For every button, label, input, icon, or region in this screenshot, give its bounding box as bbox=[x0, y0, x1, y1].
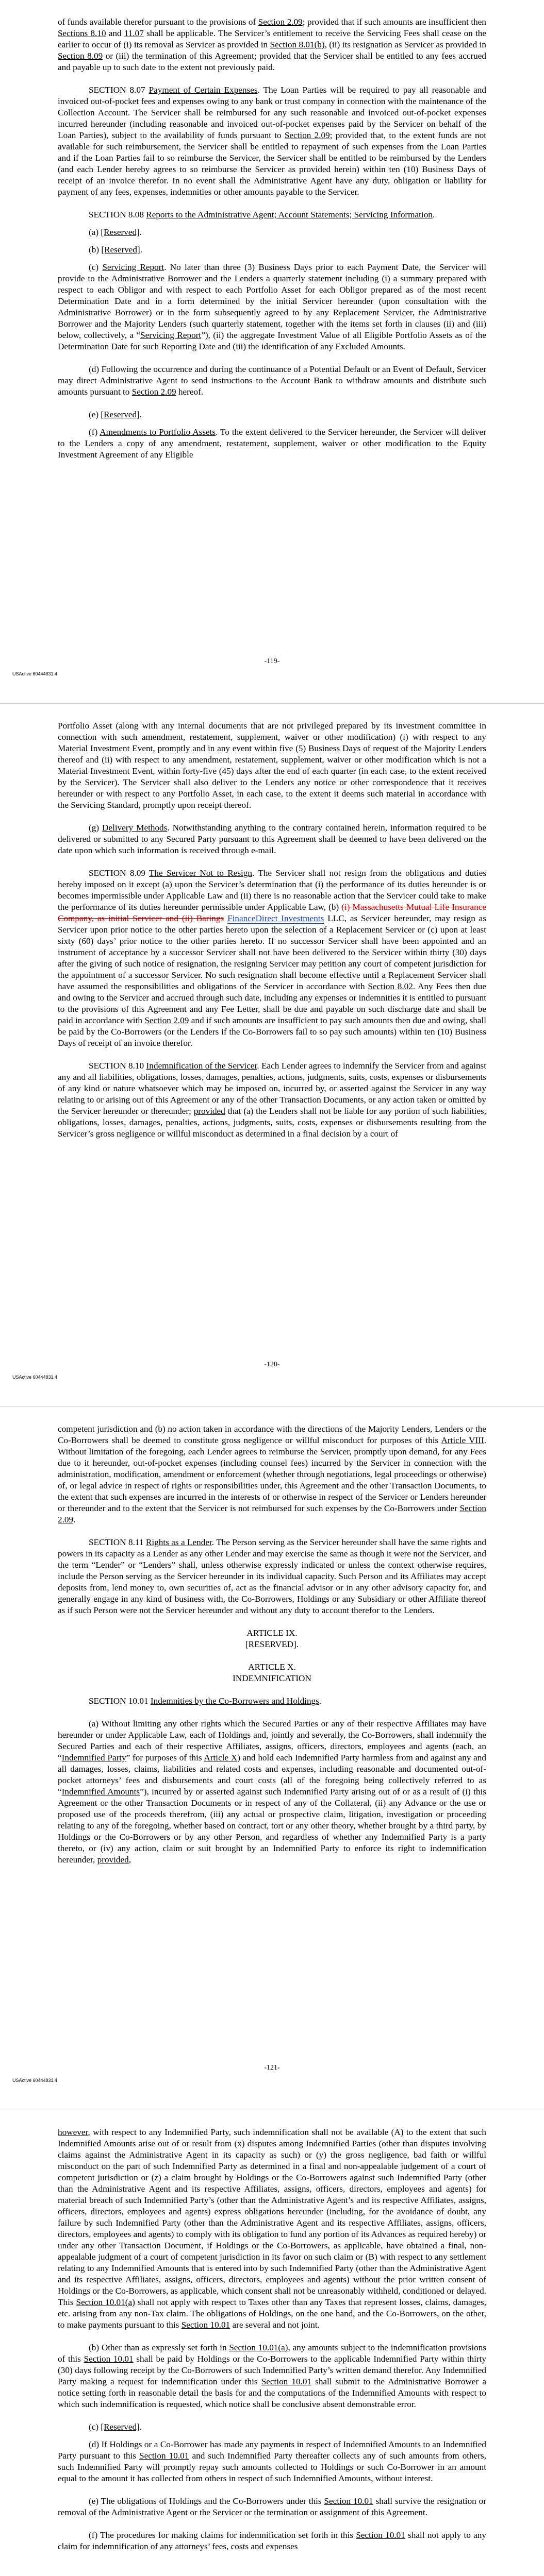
underlined-text: Section 2.09 bbox=[58, 1503, 486, 1524]
underlined-text: Payment of Certain Expenses bbox=[149, 85, 258, 95]
text-run: (c) bbox=[89, 262, 103, 272]
text-run: of funds available therefor pursuant to the provisions of bbox=[58, 17, 258, 27]
document-page bbox=[0, 2110, 544, 2576]
inserted-text: FinanceDirect Investments bbox=[227, 913, 324, 923]
underlined-text: Indemnities by the Co-Borrowers and Holdings bbox=[150, 1696, 319, 1706]
text-run: . The Loan Parties will be required to pay all reasonable and invoiced out-of-pocket fees and expenses owing to any bank or trust company in connection with the maintenance of the Collection Account. The Servicer shall be reimbursed for any such reasonable and invoiced out-of-pocket expenses incurred hereunder (including reasonable and invoiced out-of-pocket expenses paid by the Servicer on behalf of the Loan Parties), subject to the availability of funds pursuant to bbox=[58, 85, 486, 140]
text-run: . bbox=[140, 245, 143, 255]
text-run: and bbox=[106, 28, 124, 38]
paragraph bbox=[58, 822, 486, 856]
paragraph bbox=[58, 868, 486, 1049]
paragraph bbox=[58, 244, 486, 256]
paragraph bbox=[58, 1423, 486, 1526]
text-run: . Any Fees then due and owing to the Servicer and accrued through such date, including any expenses or indemnities it is entitled to pursuant to the provisions of this Agreement and any Fee Letter, shall be due and payable on such discharge date and shall be paid in accordance with bbox=[58, 981, 486, 1025]
text-run: shall be paid by Holdings or the Co-Borrowers to the applicable Indemnified Party within thirty (30) days following receipt by the Co-Borrowers of such Indemnified Party’s written demand therefor. Any Indemnified Party making a request for indemnification under this bbox=[58, 2354, 486, 2386]
underlined-text: Section 10.01 bbox=[324, 2496, 373, 2506]
underlined-text: Reports to the Administrative Agent; Account Statements; Servicing Information bbox=[146, 210, 433, 219]
text-run: , bbox=[128, 1855, 131, 1865]
article-heading bbox=[58, 1639, 486, 1650]
underlined-text: Indemnified Amounts bbox=[61, 1787, 140, 1797]
underlined-text: Section 10.01(a) bbox=[76, 2297, 135, 2307]
underlined-text: 11.07 bbox=[124, 28, 144, 38]
article-heading bbox=[58, 1673, 486, 1684]
underlined-text: Article VIII bbox=[441, 1435, 484, 1445]
text-run: SECTION 8.09 bbox=[89, 868, 149, 878]
page-number: -119- bbox=[264, 657, 280, 665]
text-run: SECTION 8.07 bbox=[89, 85, 149, 95]
text-run: ”), (ii) the aggregate Investment Value of all Eligible Portfolio Assets as of the Determination Date for such Reporting Date and (iii) the identification of any Excluded Amounts. bbox=[58, 330, 487, 351]
text-run: or (iii) the termination of this Agreement; provided that the Servicer shall be entitled to any fees accrued and payable up to such date to the extent not previously paid. bbox=[58, 51, 486, 72]
underlined-text: Rights as a Lender bbox=[145, 1537, 212, 1547]
underlined-text: Section 2.09 bbox=[258, 17, 303, 27]
text-run: ; provided that, to the extent funds are not available for such reimbursement, the Servicer shall be entitled to repayment of such expenses from the Loan Parties and if the Loan Parties fail to so reimburse the Servicer, the Servicer shall be entitled to be reimbursed by the Lenders (and each Lender hereby agrees to so reimburse the Servicer as provided herein) within ten (10) Business Days of receipt of an invoice therefor. In no event shall the Administrative Agent have any duty, obligation or liability for payment of any fees, expenses, indemnities or other amounts payable to the Servicer. bbox=[58, 130, 486, 197]
text-run: (f) bbox=[89, 427, 100, 437]
underlined-text: however bbox=[58, 2127, 88, 2137]
paragraph bbox=[58, 427, 486, 461]
underlined-text: [Reserved] bbox=[101, 245, 140, 255]
paragraph bbox=[58, 262, 486, 352]
underlined-text: Section 10.01(a) bbox=[229, 2343, 288, 2352]
text-run: (g) bbox=[89, 823, 103, 833]
text-run: shall be applicable. The Servicer’s entitlement to receive the Servicing Fees shall cease on the earlier to occur of (i) its removal as Servicer as provided in bbox=[58, 28, 486, 49]
paragraph bbox=[58, 364, 486, 398]
text-run: , (ii) its resignation as Servicer as provided in bbox=[324, 40, 486, 49]
underlined-text: Section 10.01 bbox=[84, 2354, 134, 2364]
underlined-text: Delivery Methods bbox=[102, 823, 168, 833]
text-run: . Without limitation of the foregoing, each Lender agrees to reimburse the Servicer, promptly upon demand, for any Fees due to it hereunder, out-of-pocket expenses (including counsel fees) incurred by the Servicer in connection with the administration, modification, amendment or enforcement (whether through negotiations, legal proceedings or otherwise) of, or legal advice in respect of rights or responsibilities under, this Agreement and the other Transaction Documents, to the extent that such expenses are incurred in the interests of or otherwise in respect of the Servicer or Lenders hereunder or thereunder and to the extent that the Servicer is not reimbursed for such expenses by the Co-Borrowers under bbox=[58, 1435, 486, 1513]
paragraph bbox=[58, 1537, 486, 1616]
paragraph bbox=[58, 1718, 486, 1866]
underlined-text: Servicing Report bbox=[102, 262, 164, 272]
text-run: ) and hold each Indemnified Party harmless from and against any and all damages, losses, claims, liabilities and related costs and expenses, including reasonable and documented out-of-pocket attorneys’ fees and disbursements and court costs (all of the foregoing being collectively referred to as “ bbox=[58, 1753, 486, 1797]
text-run: . No later than three (3) Business Days prior to each Payment Date, the Servicer will provide to the Administrative Borrower and the Lenders a quarterly statement including (i) a summary prepared with respect to each Obligor and with respect to each Portfolio Asset for each Obligor prepared as of the most recent Determination Date and in a form determined by the initial Servicer hereunder (upon consultation with the Administrative Borrower) or in the form subsequently agreed to by any Replacement Servicer, the Administrative Borrower and the Majority Lenders (such quarterly statement, together with the items set forth in clauses (ii) and (iii) below, collectively, a “ bbox=[58, 262, 487, 340]
text-run: SECTION 8.11 bbox=[89, 1537, 146, 1547]
document-id-footer: USActive 60444831.4 bbox=[12, 2078, 58, 2083]
text-run: (d) If Holdings or a Co-Borrower has made any payments in respect of Indemnified Amounts to an Indemnified Party pursuant to this bbox=[58, 2439, 486, 2461]
text-run: . bbox=[73, 1515, 76, 1524]
underlined-text: [Reserved] bbox=[101, 410, 140, 419]
text-run: (c) bbox=[89, 2422, 101, 2432]
text-run: and such Indemnified Party thereafter collects any of such amounts from others, such Indemnified Party will promptly repay such amounts collected to Holdings or such Co-Borrower in an amount equal to the amount it has collected from others in respect of such Indemnified Amounts, without interest. bbox=[58, 2451, 486, 2483]
underlined-text: Section 2.09 bbox=[131, 387, 176, 397]
text-run: (a) bbox=[89, 227, 101, 237]
text-run: shall survive the resignation or removal of the Administrative Agent or the Servicer or the termination or assignment of this Agreement. bbox=[58, 2496, 486, 2517]
paragraph bbox=[58, 1060, 486, 1140]
underlined-text: Indemnified Party bbox=[61, 1753, 126, 1762]
text-run: SECTION 8.08 bbox=[89, 210, 146, 219]
text-run: (e) The obligations of Holdings and the Co-Borrowers under this bbox=[89, 2496, 324, 2506]
underlined-text: Section 8.02 bbox=[368, 981, 413, 991]
article-heading bbox=[58, 1662, 486, 1673]
text-run: ”), incurred by or asserted against such Indemnified Party arising out of or as a result of (i) this Agreement or the other Transaction Documents or in respect of any of the Collateral, (ii) any Advance or the use or proposed use of the proceeds therefrom, (iii) any actual or prospective claim, litigation, investigation or proceeding relating to any of the foregoing, whether based on contract, tort or any other theory, whether brought by a third party, by Holdings or the Co-Borrowers or by any other Person, and regardless of whether any Indemnified Party is a party thereto, or (iv) any action, claim or suit brought by an Indemnified Party to enforce its right to indemnification hereunder, bbox=[58, 1787, 486, 1865]
text-run: , with respect to any Indemnified Party, such indemnification shall not be available (A) to the extent that such Indemnified Amounts arise out of or result from (x) disputes among Indemnified Parties (other than disputes involving claims against the Administrative Agent in its capacity as such) or (y) the gross negligence, bad faith or willful misconduct on the part of such Indemnified Party as determined in a final and non-appealable judgement of a court of competent jurisdiction or (z) a claim brought by Holdings or the Co-Borrowers against such Indemnified Party (other than the Administrative Agent and its respective Affiliates, assigns, officers, directors, employees and agents) for material breach of such Indemnified Party’s (other than the Administrative Agent’s and its respective Affiliates, assigns, officers, directors, employees and agents) express obligations hereunder (including, for the avoidance of doubt, any failure by such Indemnified Party (other than the Administrative Agent and its respective Affiliates, assigns, officers, directors, employees and agents) to comply with its obligation to fund any portion of its Advances as required hereby) or under any other Transaction Document, if Holdings or the Co-Borrowers, as applicable, have obtained a final, non-appealable judgment of a court of competent jurisdiction in its favor on such claim or (B) with respect to any settlement relating to any Indemnified Amounts that is entered into by such Indemnified Party (other than the Administrative Agent and its respective Affiliates, assigns, officers, directors, employees and agents) without the prior written consent of Holdings or the Co-Borrowers, as applicable, which consent shall not be unreasonably withheld, conditioned or delayed. This bbox=[58, 2127, 486, 2307]
page-number: -120- bbox=[264, 1361, 280, 1368]
article-heading bbox=[58, 1628, 486, 1639]
text-run: . bbox=[319, 1696, 322, 1706]
underlined-text: Section 10.01 bbox=[261, 2377, 312, 2386]
underlined-text: Section 2.09 bbox=[284, 130, 330, 140]
underlined-text: Section 8.09 bbox=[58, 51, 103, 61]
text-run: (d) Following the occurrence and during the continuance of a Potential Default or an Event of Default, Servicer may direct Administrative Agent to send instructions to the Account Bank to withdraw amounts and distribute such amounts pursuant to bbox=[58, 364, 486, 397]
text-run: . bbox=[139, 227, 142, 237]
paragraph bbox=[58, 2127, 486, 2331]
text-run: LLC, as Servicer hereunder, may resign as Servicer upon prior notice to the other parties hereto upon the selection of a Replacement Servicer or (c) upon at least sixty (60) days’ prior notice to the other parties hereto. If no successor Servicer shall have been appointed and an instrument of acceptance by a successor Servicer shall not have been delivered to the Servicer within thirty (30) days after the giving of such notice of resignation, the resigning Servicer may petition any court of competent jurisdiction for the appointment of a successor Servicer. No such resignation shall become effective until a Replacement Servicer shall have assumed the responsibilities and obligations of the Servicer in accordance with bbox=[58, 913, 486, 991]
underlined-text: Indemnification of the Servicer bbox=[146, 1061, 257, 1071]
text-run: . bbox=[139, 2422, 142, 2432]
text-run: shall not apply with respect to Taxes other than any Taxes that represent losses, claims, damages, etc. arising from any non-Tax claim. The obligations of Holdings, on the one hand, and the Co-Borrowers, on the other, to make payments pursuant to this bbox=[58, 2297, 486, 2330]
paragraph bbox=[58, 409, 486, 420]
text-run: (f) The procedures for making claims for indemnification set forth in this bbox=[89, 2530, 356, 2540]
underlined-text: provided bbox=[193, 1106, 225, 1116]
text-run: ARTICLE X. bbox=[248, 1662, 296, 1672]
text-run: (a) Without limiting any other rights which the Secured Parties or any of their respective Affiliates may have hereunder or under Applicable Law, each of Holdings and, jointly and severally, the Co-Borrowers, shall indemnify the Secured Parties and each of their respective Affiliates, assigns, officers, directors, employees and agents (each, an “ bbox=[58, 1719, 486, 1762]
text-run: (e) bbox=[89, 410, 101, 419]
paragraph bbox=[58, 2421, 486, 2433]
underlined-text: Amendments to Portfolio Assets bbox=[100, 427, 216, 437]
underlined-text: [Reserved] bbox=[101, 227, 140, 237]
paragraph bbox=[58, 2439, 486, 2484]
underlined-text: Section 8.01(b) bbox=[270, 40, 325, 49]
text-run: INDEMNIFICATION bbox=[233, 1673, 311, 1683]
text-run: SECTION 8.10 bbox=[89, 1061, 146, 1071]
underlined-text: Section 10.01 bbox=[356, 2530, 405, 2540]
text-run: (b) Other than as expressly set forth in bbox=[89, 2343, 229, 2352]
text-run: are several and not joint. bbox=[230, 2320, 320, 2330]
paragraph bbox=[58, 2342, 486, 2410]
text-run: [RESERVED]. bbox=[245, 1639, 299, 1649]
text-run: . bbox=[139, 410, 142, 419]
deleted-text: (i) Massachusetts Mutual Life Insurance Company, as initial Servicer and (ii) Barings bbox=[58, 902, 486, 923]
text-run: (b) bbox=[89, 245, 102, 255]
paragraph bbox=[58, 1696, 486, 1707]
text-run: . bbox=[432, 210, 435, 219]
text-run: . The Servicer shall not resign from the obligations and duties hereby imposed on it except (a) upon the Servicer’s determination that (i) the performance of its duties hereunder is or becomes impermissible under Applicable Law and (ii) there is no reasonable action that the Servicer could take to make the performance of its duties hereunder permissible under Applicable Law, (b) bbox=[58, 868, 487, 912]
paragraph bbox=[58, 720, 486, 811]
text-run: , any amounts subject to the indemnification provisions of this bbox=[58, 2343, 487, 2364]
text-run: shall submit to the Administrative Borrower a notice setting forth in reasonable detail the basis for and the computations of the Indemnified Amounts with respect to which such indemnification is requested, which notice shall be conclusive absent demonstrable error. bbox=[58, 2377, 486, 2409]
document-page bbox=[0, 703, 544, 1406]
underlined-text: Section 2.09 bbox=[144, 1015, 189, 1025]
text-run: . Each Lender agrees to indemnify the Servicer from and against any and all liabilities, obligations, losses, damages, penalties, actions, judgments, suits, costs, expenses or disbursements of any kind or nature whatsoever which may be imposed on, incurred by, or asserted against the Servicer in any way relating to or arising out of this Agreement or any of the other Transaction Documents, or any action taken or omitted by the Servicer hereunder or thereunder; bbox=[58, 1061, 487, 1116]
text-run: competent jurisdiction and (b) no action taken in accordance with the directions of the Majority Lenders, Lenders or the Co-Borrowers shall be deemed to constitute gross negligence or willful misconduct for purposes of this bbox=[58, 1424, 486, 1445]
text-run: ” for purposes of this bbox=[126, 1753, 204, 1762]
text-run: . To the extent delivered to the Servicer hereunder, the Servicer will deliver to the Lenders a copy of any amendment, restatement, supplement, waiver or other modification to the Equity Investment Agreement of any Eligible bbox=[58, 427, 486, 460]
paragraph bbox=[58, 16, 486, 73]
paragraph bbox=[58, 84, 486, 198]
text-run: . Notwithstanding anything to the contrary contained herein, information required to be delivered or submitted to any Secured Party pursuant to this Agreement shall be deemed to have been delivered on the date upon which such information is received through e-mail. bbox=[58, 823, 487, 855]
page-number: -121- bbox=[264, 2064, 280, 2072]
text-run: ; provided that if such amounts are insufficient then bbox=[302, 17, 486, 27]
text-run: SECTION 10.01 bbox=[89, 1696, 151, 1706]
document-id-footer: USActive 60444831.4 bbox=[12, 1375, 58, 1380]
document-page bbox=[0, 0, 544, 703]
underlined-text: [Reserved] bbox=[101, 2422, 140, 2432]
document-page bbox=[0, 1406, 544, 2110]
underlined-text: Section 10.01 bbox=[181, 2320, 230, 2330]
underlined-text: Section 10.01 bbox=[139, 2451, 189, 2461]
paragraph bbox=[58, 209, 486, 221]
paragraph bbox=[58, 2496, 486, 2518]
text-run: Portfolio Asset (along with any internal documents that are not privileged prepared by its investment committee in connection with such amendment, restatement, supplement, waiver or other modification) (i) with respect to any Material Investment Event, promptly and in any event within five (5) Business Days of request of the Majority Lenders thereof and (ii) with respect to any amendment, restatement, supplement, waiver or other modification which is not a Material Investment Event, within forty-five (45) days after the end of each quarter (in each case, to the extent received by the Servicer). The Servicer shall also deliver to the Lenders any notice or other correspondence that it receives hereunder or with respect to any Portfolio Asset, in each case, to the extent it deems such material in accordance with the Servicing Standard, promptly upon receipt thereof. bbox=[58, 721, 486, 810]
text-run: . The Person serving as the Servicer hereunder shall have the same rights and powers in its capacity as a Lender as any other Lender and may exercise the same as though it were not the Servicer, and the term “Lender” or “Lenders” shall, unless otherwise expressly indicated or unless the context otherwise requires, include the Person serving as the Servicer hereunder in its individual capacity. Such Person and its Affiliates may accept deposits from, lend money to, own securities of, act as the financial advisor or in any other advisory capacity for, and generally engage in any kind of business with, the Co-Borrowers, Holdings or any Subsidiary or other Affiliate thereof as if such Person were not the Servicer hereunder and without any duty to account therefor to the Lenders. bbox=[58, 1537, 487, 1615]
text-run: that (a) the Lenders shall not be liable for any portion of such liabilities, obligations, losses, damages, penalties, actions, judgments, suits, costs, expenses or disbursements resulting from the Servicer’s gross negligence or willful misconduct as determined in a final decision by a court of bbox=[58, 1106, 486, 1139]
document-id-footer: USActive 60444831.4 bbox=[12, 671, 58, 676]
text-run: hereof. bbox=[176, 387, 204, 397]
underlined-text: Sections 8.10 bbox=[58, 28, 106, 38]
text-run: shall not apply to any claim for indemnification of any attorneys’ fees, costs and expenses bbox=[58, 2530, 486, 2551]
text-run: ARTICLE IX. bbox=[246, 1628, 298, 1638]
underlined-text: Servicing Report bbox=[140, 330, 202, 340]
paragraph bbox=[58, 2530, 486, 2552]
underlined-text: The Servicer Not to Resign bbox=[149, 868, 252, 878]
underlined-text: provided bbox=[97, 1855, 129, 1865]
text-run: and if such amounts are insufficient to pay such amounts then due and owing, shall be paid by the Co-Borrowers (or the Lenders if the Co-Borrowers fail to so pay such amounts) within ten (10) Business Days of receipt of an invoice therefor. bbox=[58, 1015, 486, 1048]
underlined-text: Article X bbox=[204, 1753, 238, 1762]
paragraph bbox=[58, 227, 486, 238]
